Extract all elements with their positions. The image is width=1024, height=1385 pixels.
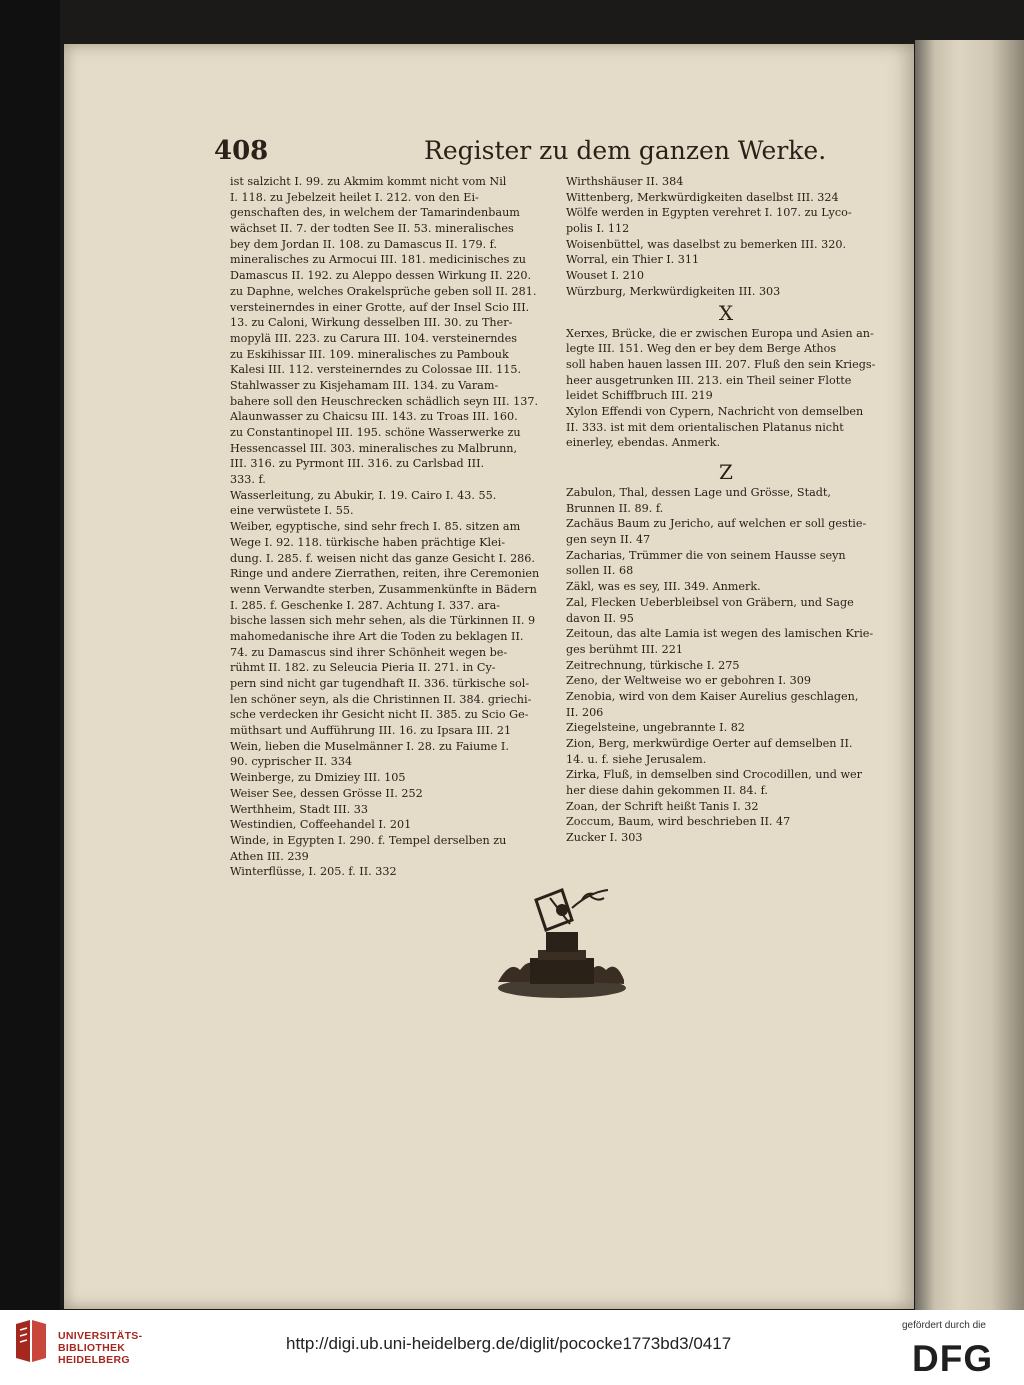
running-head: Register zu dem ganzen Werke. — [424, 136, 827, 165]
index-line: Zeitrechnung, türkische I. 275 — [566, 658, 740, 672]
index-line: heer ausgetrunken III. 213. ein Theil seiner Flotte — [566, 373, 852, 387]
z-entries — [566, 485, 886, 846]
index-line: Zacharias, Trümmer die von seinem Hausse seyn — [566, 548, 846, 562]
index-line: müthsart und Aufführung III. 16. zu Ipsara III. 21 — [230, 724, 512, 738]
index-line: I. 118. zu Jebelzeit heilet I. 212. von den Ei- — [230, 190, 479, 204]
index-line: Hessencassel III. 303. mineralisches zu Malbrunn, — [230, 441, 518, 455]
index-line: Wein, lieben die Muselmänner I. 28. zu Faiume I. — [230, 739, 509, 753]
index-line: eine verwüstete I. 55. — [230, 504, 354, 518]
index-line: Zeno, der Weltweise wo er gebohren I. 309 — [566, 674, 811, 688]
index-line: Alaunwasser zu Chaicsu III. 143. zu Troas III. 160. — [230, 410, 518, 424]
index-line: Wege I. 92. 118. türkische haben prächtige Klei- — [230, 535, 506, 549]
index-line: Zenobia, wird von dem Kaiser Aurelius geschlagen, — [566, 689, 859, 703]
index-line: len schöner seyn, als die Christinnen II. 384. griechi- — [230, 692, 532, 706]
index-line: mineralisches zu Armocui III. 181. medicinisches zu — [230, 253, 527, 267]
index-line: Wittenberg, Merkwürdigkeiten daselbst III. 324 — [566, 190, 839, 204]
index-line: Weiser See, dessen Grösse II. 252 — [230, 786, 423, 800]
index-line: bahere soll den Heuschrecken schädlich seyn III. 137. — [230, 394, 539, 408]
index-line: mopylä III. 223. zu Carura III. 104. versteinerndes — [230, 331, 517, 345]
facing-page-edge — [915, 40, 1024, 1310]
index-line: Wirthshäuser II. 384 — [566, 175, 684, 188]
library-name-line2: BIBLIOTHEK — [58, 1342, 126, 1354]
library-name-line3: HEIDELBERG — [58, 1354, 130, 1366]
index-line: 13. zu Caloni, Wirkung desselben III. 30. zu Ther- — [230, 316, 513, 330]
x-entries — [566, 326, 886, 452]
index-line: genschaften des, in welchem der Tamarindenbaum — [230, 206, 520, 220]
index-line: Werthheim, Stadt III. 33 — [230, 802, 369, 816]
index-line: Zoan, der Schrift heißt Tanis I. 32 — [566, 799, 759, 813]
left-index-column — [230, 174, 558, 880]
index-line: wenn Verwandte sterben, Zusammenkünfte in Bädern — [230, 582, 537, 596]
index-line: Zoccum, Baum, wird beschrieben II. 47 — [566, 815, 791, 829]
index-line: II. 333. ist mit dem orientalischen Platanus nicht — [566, 420, 844, 434]
index-line: leidet Schiffbruch III. 219 — [566, 389, 713, 403]
section-letter-x: X — [718, 300, 734, 325]
index-line: pern sind nicht gar tugendhaft II. 336. türkische sol- — [230, 677, 530, 690]
index-line: I. 285. f. Geschenke I. 287. Achtung I. 337. ara- — [230, 598, 501, 612]
index-line: III. 316. zu Pyrmont III. 316. zu Carlsbad III. — [230, 457, 485, 471]
index-line: Weiber, egyptische, sind sehr frech I. 85. sitzen am — [230, 520, 521, 534]
index-line: sollen II. 68 — [566, 564, 634, 578]
index-line: Zion, Berg, merkwürdige Oerter auf demselben II. — [566, 737, 853, 750]
printer-vignette-ornament — [490, 880, 630, 1010]
index-line: 74. zu Damascus sind ihrer Schönheit wegen be- — [230, 645, 508, 659]
index-line: Wouset I. 210 — [566, 269, 644, 283]
dfg-logo: DFG — [912, 1338, 994, 1379]
index-line: 333. f. — [230, 473, 266, 487]
index-line: Kalesi III. 112. versteinerndes zu Colossae III. 115. — [230, 363, 521, 377]
index-line: 14. u. f. siehe Jerusalem. — [566, 752, 707, 766]
index-line: Zäkl, was es sey, III. 349. Anmerk. — [566, 580, 761, 594]
index-line: II. 206 — [566, 705, 604, 719]
page-header — [214, 136, 827, 170]
index-line: wächset II. 7. der todten See II. 53. mineralisches — [230, 222, 514, 236]
index-line: sche verdecken ihr Gesicht nicht II. 385. zu Scio Ge- — [230, 708, 529, 722]
index-line: Ringe und andere Zierrathen, reiten, ihre Ceremonien — [230, 567, 540, 581]
index-line: bische lassen sich mehr sehen, als die Türkinnen II. 9 — [230, 614, 536, 628]
index-line: Wasserleitung, zu Abukir, I. 19. Cairo I. 43. 55. — [230, 488, 497, 502]
index-line: Zal, Flecken Ueberbleibsel von Gräbern, und Sage — [566, 595, 854, 609]
library-name-line1: UNIVERSITÄTS- — [58, 1330, 143, 1342]
index-line: rühmt II. 182. zu Seleucia Pieria II. 271. in Cy- — [230, 661, 496, 675]
index-line: Zucker I. 303 — [566, 831, 643, 845]
index-line: Brunnen II. 89. f. — [566, 501, 664, 515]
index-line: her diese dahin gekommen II. 84. f. — [566, 784, 768, 798]
index-line: Zachäus Baum zu Jericho, auf welchen er soll gestie- — [566, 517, 867, 531]
scan-background-left — [0, 0, 60, 1310]
index-line: Damascus II. 192. zu Aleppo dessen Wirkung II. 220. — [230, 269, 532, 283]
index-line: Wölfe werden in Egypten verehret I. 107. zu Lyco- — [566, 206, 852, 220]
index-line: mahomedanische ihre Art die Toden zu beklagen II. — [230, 629, 524, 643]
index-line: bey dem Jordan II. 108. zu Damascus II. 179. f. — [230, 237, 497, 251]
index-line: Athen III. 239 — [230, 849, 309, 863]
library-name — [58, 1330, 142, 1366]
index-line: zu Eskihissar III. 109. mineralisches zu Pambouk — [230, 347, 509, 361]
index-line: Zirka, Fluß, in demselben sind Crocodillen, und wer — [566, 768, 862, 782]
index-line: Zabulon, Thal, dessen Lage und Grösse, Stadt, — [566, 486, 831, 499]
index-line: Worral, ein Thier I. 311 — [566, 253, 700, 267]
digital-object-url-link[interactable]: http://digi.ub.uni-heidelberg.de/diglit/pococke1773bd3/0417 — [286, 1334, 732, 1353]
index-line: versteinerndes in einer Grotte, auf der Insel Scio III. — [230, 300, 530, 314]
w-entries-continued — [566, 174, 886, 300]
index-line: dung. I. 285. f. weisen nicht das ganze Gesicht I. 286. — [230, 551, 535, 565]
index-line: zu Daphne, welches Orakelsprüche geben soll II. 281. — [230, 284, 537, 298]
index-line: ges berühmt III. 221 — [566, 642, 684, 656]
index-line: gen seyn II. 47 — [566, 533, 651, 547]
index-line: Weinberge, zu Dmiziey III. 105 — [230, 771, 406, 785]
index-line: ist salzicht I. 99. zu Akmim kommt nicht vom Nil — [230, 175, 507, 188]
index-line: legte III. 151. Weg den er bey dem Berge Athos — [566, 342, 837, 356]
index-line: polis I. 112 — [566, 222, 630, 236]
funded-by-label: gefördert durch die — [902, 1320, 986, 1331]
index-line: soll haben hauen lassen III. 207. Fluß den sein Kriegs- — [566, 357, 876, 371]
index-line: Xylon Effendi von Cypern, Nachricht von demselben — [566, 404, 864, 418]
index-line: Xerxes, Brücke, die er zwischen Europa und Asien an- — [566, 326, 874, 340]
index-line: einerley, ebendas. Anmerk. — [566, 436, 721, 450]
right-index-column — [566, 174, 886, 846]
index-line: 90. cyprischer II. 334 — [230, 755, 353, 769]
index-line: Winde, in Egypten I. 290. f. Tempel derselben zu — [230, 833, 507, 847]
index-line: Ziegelsteine, ungebrannte I. 82 — [566, 721, 745, 735]
index-line: zu Constantinopel III. 195. schöne Wasserwerke zu — [230, 426, 521, 439]
index-line: Winterflüsse, I. 205. f. II. 332 — [230, 865, 397, 879]
university-library-logo-icon — [12, 1318, 48, 1366]
index-line: Zeitoun, das alte Lamia ist wegen des lamischen Krie- — [566, 627, 874, 641]
page-number: 408 — [214, 136, 269, 166]
index-line: Westindien, Coffeehandel I. 201 — [230, 818, 412, 832]
index-line: Würzburg, Merkwürdigkeiten III. 303 — [566, 284, 781, 298]
index-line: davon II. 95 — [566, 611, 634, 625]
index-line: Woisenbüttel, was daselbst zu bemerken III. 320. — [566, 237, 847, 251]
section-letter-z: Z — [719, 460, 733, 484]
section-gap — [566, 451, 886, 459]
index-line: Stahlwasser zu Kisjehamam III. 134. zu Varam- — [230, 378, 499, 392]
